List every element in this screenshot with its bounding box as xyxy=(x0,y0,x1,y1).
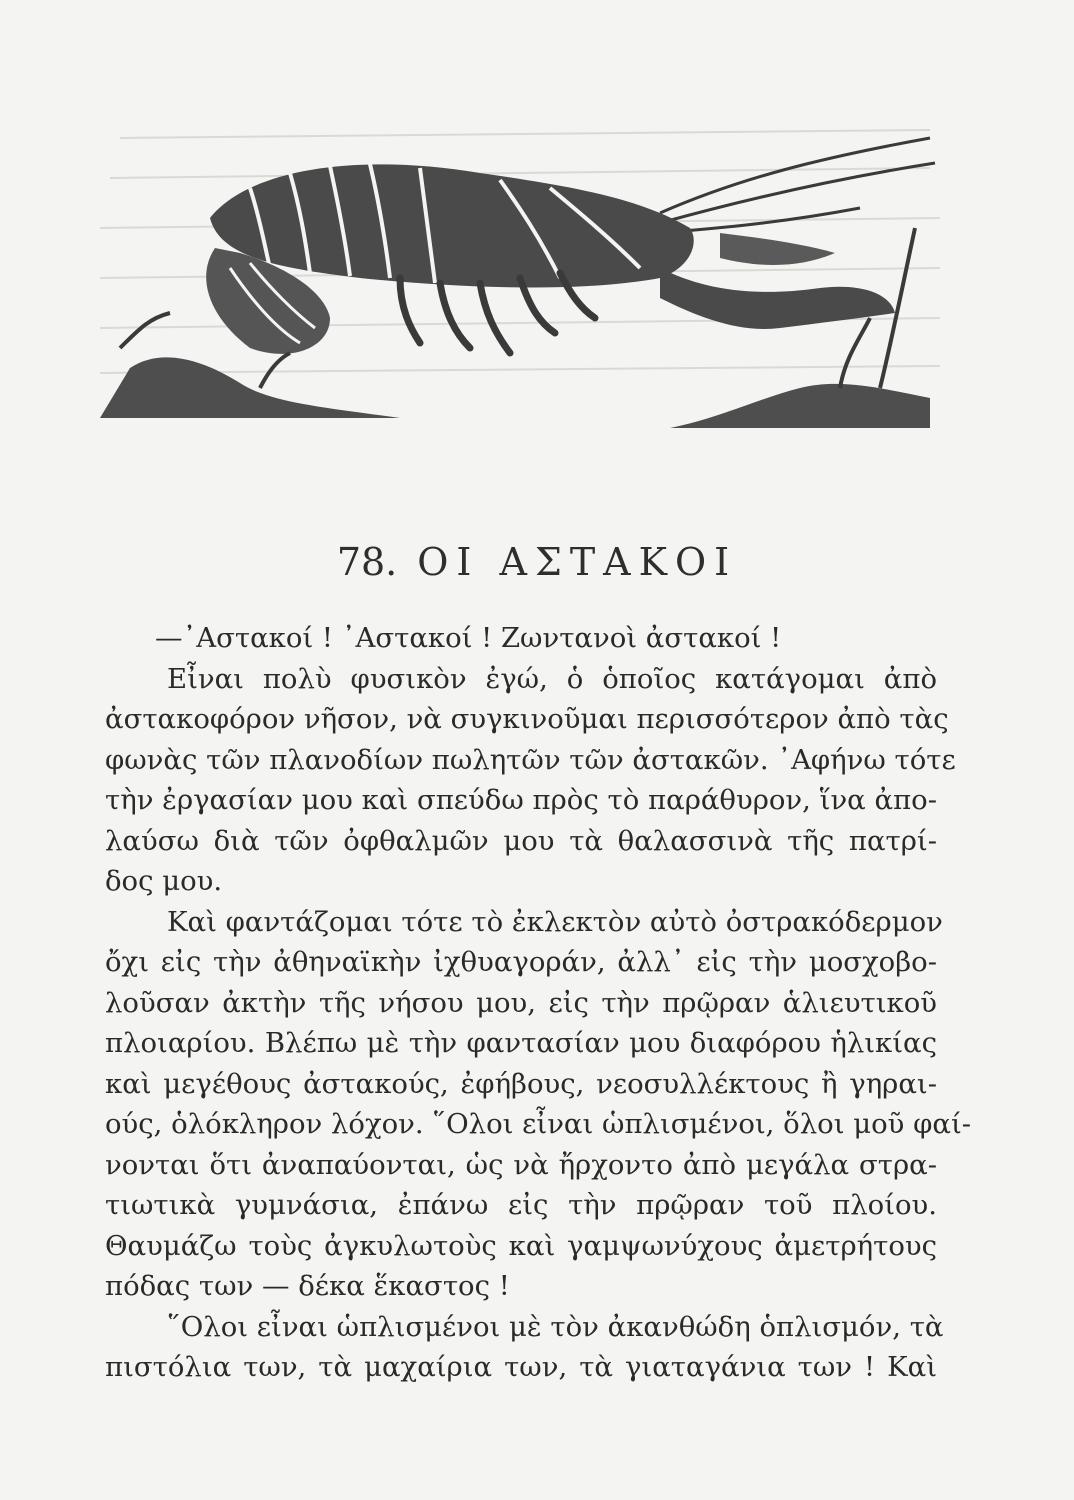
text-line: ούς, ὁλόκληρον λόχον. ῞Ολοι εἶναι ὡπλισμένοι, ὅλοι μοῦ φαί- xyxy=(105,1108,972,1140)
text-line: ἀστακοφόρον νῆσον, νὰ συγκινοῦμαι περισσότερον ἀπὸ τὰς xyxy=(105,703,949,735)
chapter-title xyxy=(0,540,1074,584)
lobster-illustration xyxy=(100,118,940,438)
text-line: Καὶ φαντάζομαι τότε τὸ ἐκλεκτὸν αὐτὸ ὀστρακόδερμον xyxy=(167,905,943,938)
text-line: λοῦσαν ἀκτὴν τῆς νήσου μου, εἰς τὴν πρῷραν ἁλιευτικοῦ xyxy=(105,986,937,1019)
text-line: νονται ὅτι ἀναπαύονται, ὡς νὰ ἤρχοντο ἀπὸ μεγάλα στρα- xyxy=(105,1148,937,1181)
chapter-number: 78. xyxy=(336,540,398,584)
text-line: Θαυμάζω τοὺς ἀγκυλωτοὺς καὶ γαμψωνύχους ἀμετρήτους xyxy=(105,1229,937,1262)
text-line: φωνὰς τῶν πλανοδίων πωλητῶν τῶν ἀστακῶν. ᾿Αφήνω τότε xyxy=(105,743,956,776)
chapter-heading: ΟΙ ΑΣΤΑΚΟΙ xyxy=(417,540,738,584)
text-line: ὄχι εἰς τὴν ἀθηναϊκὴν ἰχθυαγοράν, ἀλλ᾿ εἰς τὴν μοσχοβο- xyxy=(105,946,937,978)
text-line: λαύσω διὰ τῶν ὀφθαλμῶν μου τὰ θαλασσινὰ τῆς πατρί- xyxy=(105,824,937,857)
text-line: πλοιαρίου. Βλέπω μὲ τὴν φαντασίαν μου διαφόρου ἡλικίας xyxy=(105,1027,937,1059)
lobster-woodcut-icon xyxy=(100,118,940,438)
text-line: Εἶναι πολὺ φυσικὸν ἐγώ, ὁ ὁποῖος κατάγομαι ἀπὸ xyxy=(167,662,937,695)
text-line: πιστόλια των, τὰ μαχαίρια των, τὰ γιαταγάνια των ! Καὶ xyxy=(105,1351,937,1383)
text-line: τὴν ἐργασίαν μου καὶ σπεύδω πρὸς τὸ παράθυρον, ἵνα ἀπο- xyxy=(105,784,937,816)
text-line: τιωτικὰ γυμνάσια, ἐπάνω εἰς τὴν πρῷραν τοῦ πλοίου. xyxy=(105,1189,937,1221)
body-text xyxy=(105,618,972,1388)
text-line: —᾿Αστακοί ! ᾿Αστακοί ! Ζωντανοὶ ἀστακοί ! xyxy=(155,622,782,654)
text-line: καὶ μεγέθους ἀστακούς, ἐφήβους, νεοσυλλέκτους ἢ γηραι- xyxy=(105,1067,937,1100)
text-line: ῞Ολοι εἶναι ὡπλισμένοι μὲ τὸν ἀκανθώδη ὁπλισμόν, τὰ xyxy=(167,1310,944,1343)
text-line: πόδας των — δέκα ἕκαστος ! xyxy=(105,1270,510,1302)
text-line: δος μου. xyxy=(105,865,223,897)
